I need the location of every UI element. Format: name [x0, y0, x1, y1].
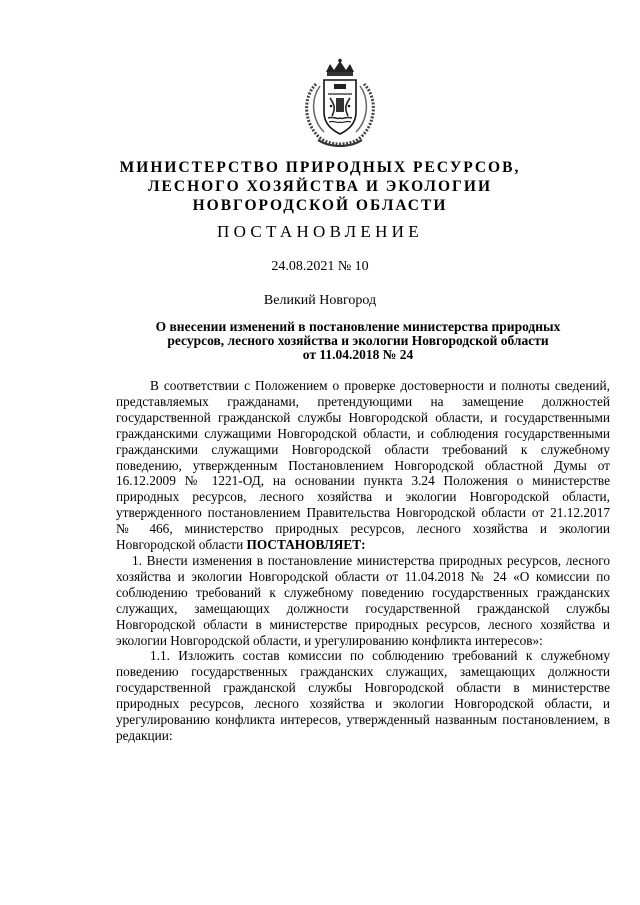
coat-of-arms-icon	[296, 58, 384, 150]
subject-line1: О внесении изменений в постановление министерства природных	[155, 319, 561, 334]
item-1-1-paragraph: 1.1. Изложить состав комиссии по соблюдению требований к служебному поведению государственных гражданских служащих, замещающих должности государственной гражданской службы Новгородской области в министерстве природных ресурсов, лесного хозяйства и экологии Новгородской области, и урегулированию конфликта интересов, утвержденный названным постановлением, в редакции:	[116, 648, 610, 743]
item-1-paragraph: 1. Внести изменения в постановление министерства природных ресурсов, лесного хозяйства и экологии Новгородской области от 11.04.2018 № 24 «О комиссии по соблюдению требований к служебному поведению государственных гражданских служащих, замещающих должности государственной гражданской службы Новгородской области в министерстве природных ресурсов, лесного хозяйства и экологии Новгородской области, и урегулированию конфликта интересов»:	[116, 552, 610, 648]
decree-word: ПОСТАНОВЛЯЕТ:	[246, 537, 366, 553]
subject-line2: ресурсов, лесного хозяйства и экологии Новгородской области	[167, 333, 549, 348]
ministry-name-line3: НОВГОРОДСКОЙ ОБЛАСТИ	[192, 197, 448, 214]
preamble-text: В соответствии с Положением о проверке достоверности и полноты сведений, представляемых гражданами, претендующими на замещение должностей государственной гражданской службы Новгородской области, и государственными гражданскими служащими Новгородской области, и соблюдения государственными гражданскими служащими Новгородской области требований к служебному поведению, утвержденным Постановлением Новгородской областной Думы от 16.12.2009 № 1221-ОД, на основании пункта 3.24 Положения о министерстве природных ресурсов, лесного хозяйства и экологии Новгородской области, утвержденного постановлением Правительства Новгородской области от 21.12.2017 № 466, министерство природных ресурсов, лесного хозяйства и экологии Новгородской области	[116, 378, 610, 553]
ministry-name-line2: ЛЕСНОГО ХОЗЯЙСТВА И ЭКОЛОГИИ	[147, 178, 493, 195]
ministry-name	[0, 158, 640, 215]
document-city: Великий Новгород	[263, 293, 377, 308]
ministry-name-line1: МИНИСТЕРСТВО ПРИРОДНЫХ РЕСУРСОВ,	[119, 159, 521, 176]
preamble-paragraph	[116, 378, 610, 553]
document-date-number: 24.08.2021 № 10	[271, 259, 369, 274]
document-body	[116, 378, 610, 744]
document-type: ПОСТАНОВЛЕНИЕ	[217, 222, 423, 241]
document-subject	[118, 320, 598, 362]
subject-line3: от 11.04.2018 № 24	[302, 347, 414, 362]
